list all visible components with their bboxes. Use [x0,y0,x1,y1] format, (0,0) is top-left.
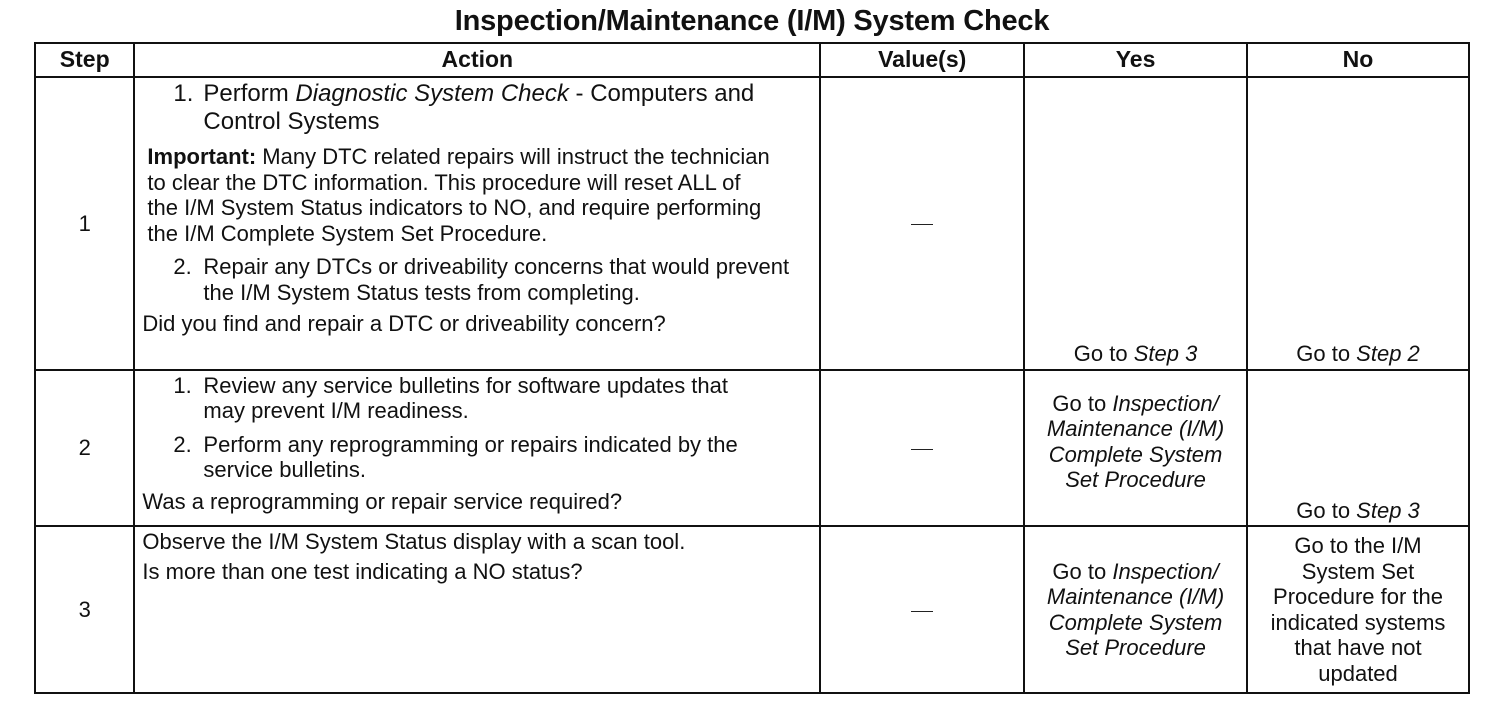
header-step: Step [35,43,134,77]
no-action[interactable]: Go to the I/M System Set Procedure for the indicated systems that have not updated [1270,533,1446,686]
diagnostic-link[interactable]: Diagnostic System Check [295,80,569,107]
action-question: Was a reprogramming or repair service required? [142,488,623,514]
table-row-step-2 [35,370,1469,527]
action-item-1: 1. Perform Diagnostic System Check - Computers and Control Systems [173,80,755,135]
no-cell [1247,77,1469,370]
yes-cell [1024,526,1247,693]
header-action: Action [134,43,820,77]
table-row-step-3 [35,526,1469,693]
step-number: 2 [35,370,134,527]
important-note: Important: Many DTC related repairs will instruct the technician to clear the DTC information. This procedure will reset ALL of the I/M System Status indicators to NO, and require performing the I/M Complete System Set Procedure. [147,144,770,246]
no-cell [1247,370,1469,527]
action-question: Is more than one test indicating a NO status? [142,558,583,584]
value-cell [820,77,1024,370]
yes-cell [1024,370,1247,527]
no-cell [1247,526,1469,693]
diagnostic-table [34,42,1470,694]
empty-value-dash [911,611,933,612]
header-yes: Yes [1024,43,1247,77]
header-no: No [1247,43,1469,77]
yes-action[interactable]: Go to Step 3 [1073,341,1198,367]
value-cell [820,526,1024,693]
action-item-2: 2. Repair any DTCs or driveability concerns that would prevent the I/M System Status tests from completing. [173,254,790,305]
value-cell [820,370,1024,527]
yes-action[interactable]: Go to Inspection/ Maintenance (I/M) Complete System Set Procedure [1046,390,1225,493]
header-row [35,43,1469,77]
table-row-step-1 [35,77,1469,370]
no-action[interactable]: Go to Step 3 [1296,497,1420,523]
empty-value-dash [911,224,933,225]
action-cell [134,370,820,527]
action-line: Observe the I/M System Status display with a scan tool. [142,529,686,555]
action-item-2: 2. Perform any reprogramming or repairs indicated by the service bulletins. [173,431,738,483]
action-question: Did you find and repair a DTC or driveability concern? [142,311,666,336]
action-cell [134,77,820,370]
header-values: Value(s) [820,43,1024,77]
yes-cell [1024,77,1247,370]
step-number: 3 [35,526,134,693]
action-cell [134,526,820,693]
no-action[interactable]: Go to Step 2 [1296,341,1420,367]
step-number: 1 [35,77,134,370]
yes-action[interactable]: Go to Inspection/ Maintenance (I/M) Complete System Set Procedure [1046,558,1225,661]
page-title: Inspection/Maintenance (I/M) System Check [454,5,1050,37]
empty-value-dash [911,449,933,450]
action-item-1: 1. Review any service bulletins for software updates that may prevent I/M readiness. [173,372,729,424]
